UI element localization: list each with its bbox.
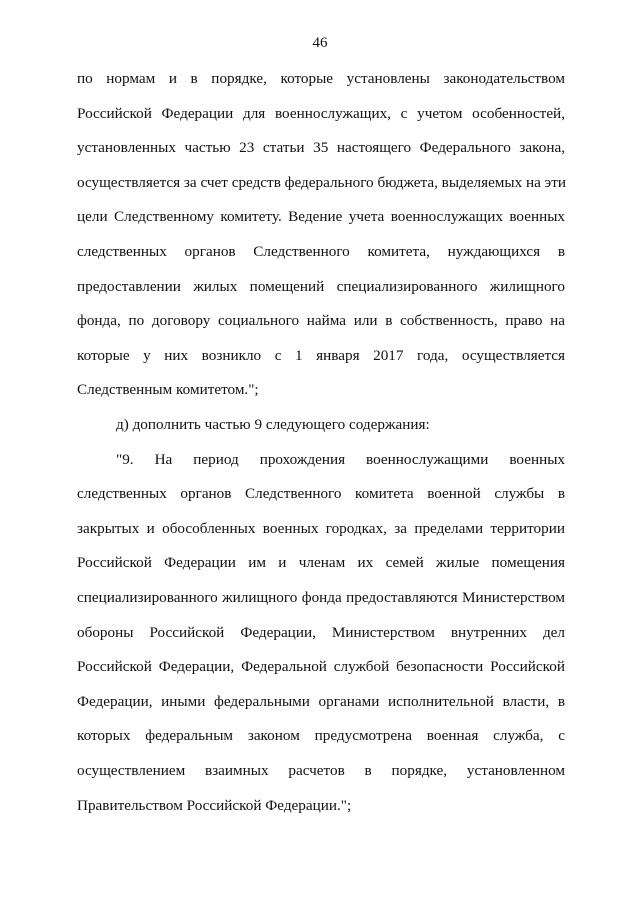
text-line: закрытых и обособленных военных городках, за пределами территории <box>77 519 565 537</box>
text-line: следственных органов Следственного комитета военной службы в <box>77 485 565 503</box>
text-line: по нормам и в порядке, которые установлены законодательством <box>77 70 565 87</box>
text-line: Следственным комитетом."; <box>77 381 259 399</box>
text-line: фонда, по договору социального найма или в собственность, право на <box>77 312 565 330</box>
text-line: осуществляется за счет средств федерального бюджета, выделяемых на эти <box>77 173 566 191</box>
text-line: "9. На период прохождения военнослужащими военных <box>116 450 565 468</box>
text-line: специализированного жилищного фонда предоставляются Министерством <box>77 589 565 606</box>
text-line: Федерации, иными федеральными органами исполнительной власти, в <box>77 692 565 710</box>
text-line: следственных органов Следственного комитета, нуждающихся в <box>77 243 565 260</box>
text-line: предоставлении жилых помещений специализированного жилищного <box>77 277 565 295</box>
text-line: Российской Федерации для военнослужащих, с учетом особенностей, <box>77 104 565 122</box>
page-number: 46 <box>312 35 328 51</box>
text-line: д) дополнить частью 9 следующего содержания: <box>116 416 430 433</box>
text-line: цели Следственному комитету. Ведение учета военнослужащих военных <box>77 208 565 226</box>
text-line: которые у них возникло с 1 января 2017 года, осуществляется <box>77 346 565 364</box>
text-line: Российской Федерации, Федеральной службой безопасности Российской <box>77 658 565 676</box>
text-line: Российской Федерации им и членам их семей жилые помещения <box>77 554 565 572</box>
text-line: Правительством Российской Федерации."; <box>77 796 352 814</box>
text-line: обороны Российской Федерации, Министерством внутренних дел <box>77 623 565 641</box>
text-line: которых федеральным законом предусмотрена военная служба, с <box>77 727 565 745</box>
text-line: установленных частью 23 статьи 35 настоящего Федерального закона, <box>77 139 565 157</box>
text-line: осуществлением взаимных расчетов в порядке, установленном <box>77 762 565 779</box>
